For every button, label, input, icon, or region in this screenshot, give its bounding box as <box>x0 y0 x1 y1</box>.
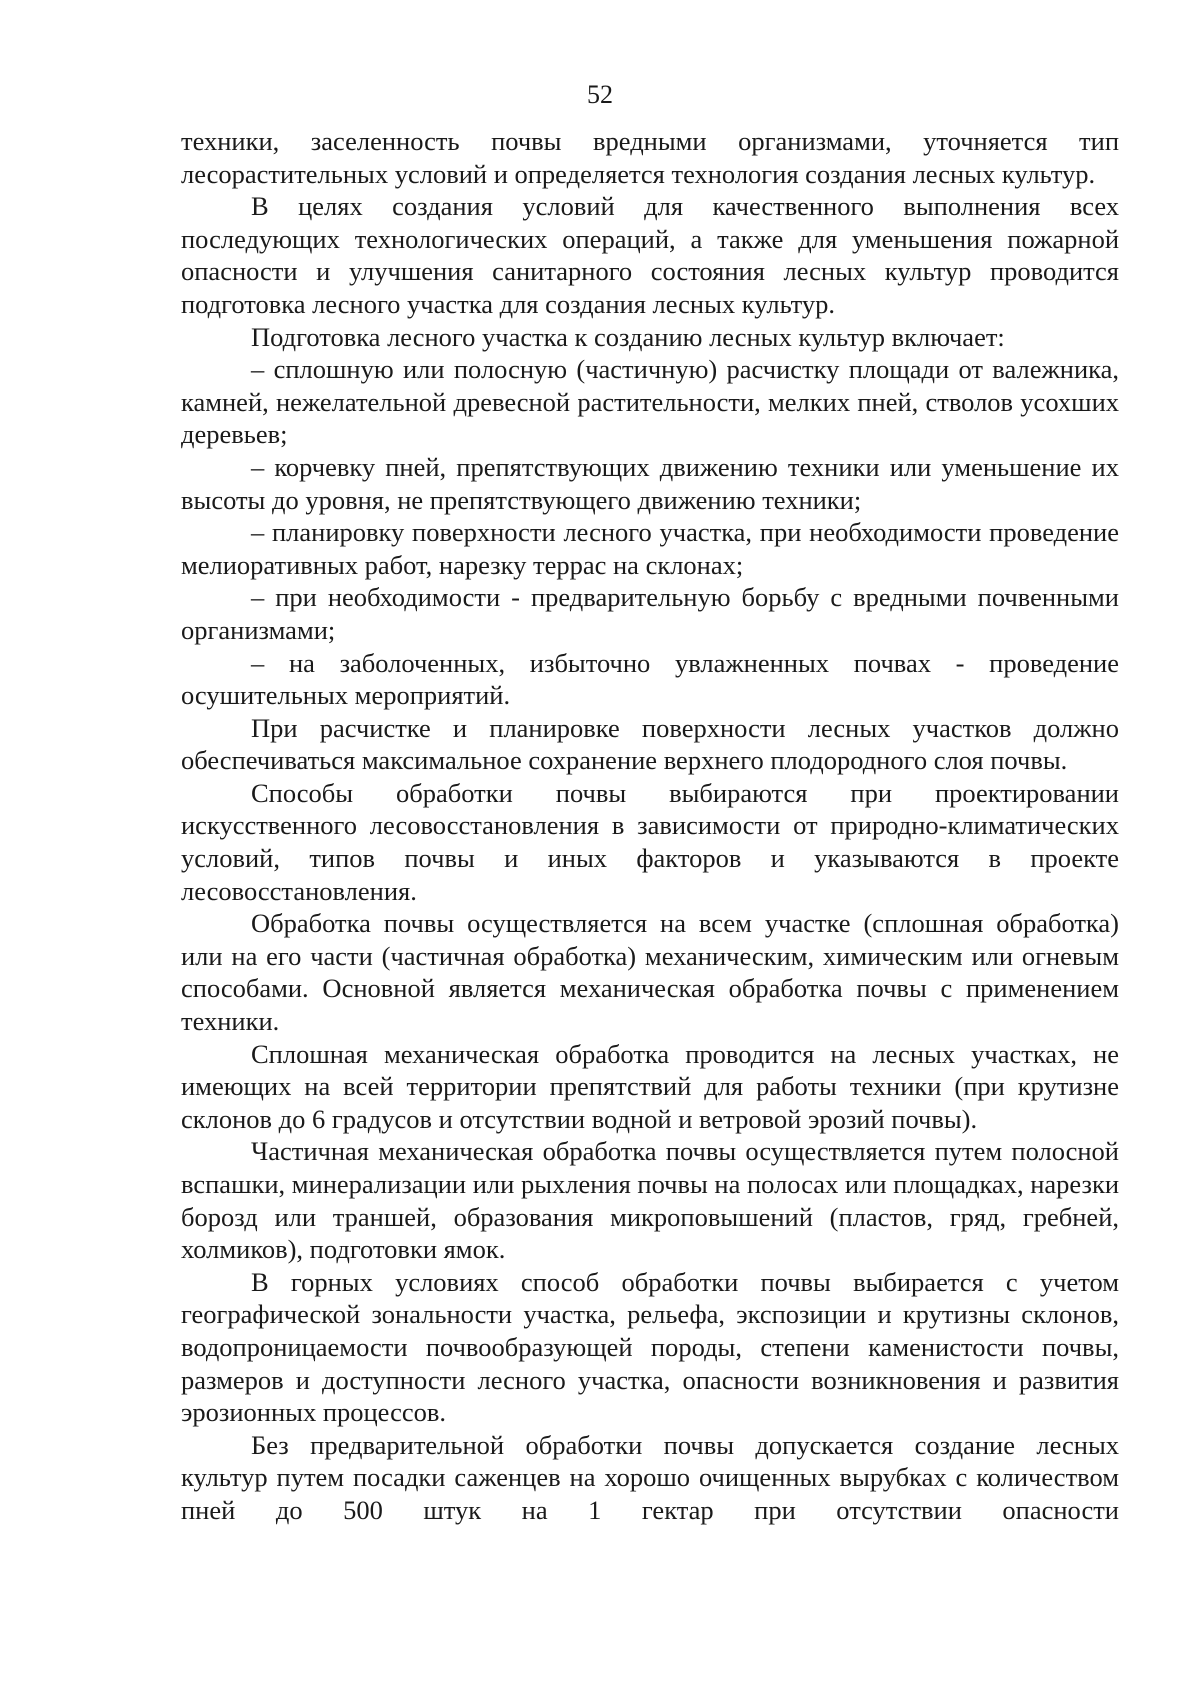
paragraph: Частичная механическая обработка почвы осуществляется путем полосной вспашки, минерализации или рыхления почвы на полосах или площадках, нарезки борозд или траншей, образования микроповышений (пластов, гряд, гребней, холмиков), подготовки ямок. <box>181 1136 1119 1265</box>
list-item: – на заболоченных, избыточно увлажненных почвах - проведение осушительных мероприятий. <box>181 647 1119 711</box>
body-text <box>181 125 1119 1527</box>
paragraph: При расчистке и планировке поверхности лесных участков должно обеспечиваться максимальное сохранение верхнего плодородного слоя почвы. <box>181 712 1119 776</box>
paragraph-continued: Без предварительной обработки почвы допускается создание лесных культур путем посадки саженцев на хорошо очищенных вырубках с количеством пней до 500 штук на 1 гектар при отсутствии опасности <box>181 1429 1119 1525</box>
list-item: – при необходимости - предварительную борьбу с вредными почвенными организмами; <box>181 582 1119 645</box>
paragraph: Обработка почвы осуществляется на всем участке (сплошная обработка) или на его части (частичная обработка) механическим, химическим или огневым способами. Основной является механическая обработка почвы с применением техники. <box>181 908 1119 1037</box>
paragraph: В горных условиях способ обработки почвы выбирается с учетом географической зональности участка, рельефа, экспозиции и крутизны склонов, водопроницаемости почвообразующей породы, степени каменистости почвы, размеров и доступности лесного участка, опасности возникновения и развития эрозионных процессов. <box>181 1266 1119 1428</box>
list-item: – корчевку пней, препятствующих движению техники или уменьшение их высоты до уровня, не препятствующего движению техники; <box>181 451 1119 515</box>
paragraph-continuation: техники, заселенность почвы вредными организмами, уточняется тип лесорастительных условий и определяется технология создания лесных культур. <box>181 126 1119 189</box>
paragraph: Подготовка лесного участка к созданию лесных культур включает: <box>251 321 1005 352</box>
list-item: – сплошную или полосную (частичную) расчистку площади от валежника, камней, нежелательной древесной растительности, мелких пней, стволов усохших деревьев; <box>181 354 1119 450</box>
paragraph: Способы обработки почвы выбираются при проектировании искусственного лесовосстановления в зависимости от природно-климатических условий, типов почвы и иных факторов и указываются в проекте лесовосстановления. <box>181 777 1119 906</box>
page-number: 52 <box>587 80 613 109</box>
paragraph: В целях создания условий для качественного выполнения всех последующих технологических операций, а также для уменьшения пожарной опасности и улучшения санитарного состояния лесных культур проводится подготовка лесного участка для создания лесных культур. <box>181 191 1119 319</box>
paragraph: Сплошная механическая обработка проводится на лесных участках, не имеющих на всей территории препятствий для работы техники (при крутизне склонов до 6 градусов и отсутствии водной и ветровой эрозий почвы). <box>181 1038 1119 1134</box>
list-item: – планировку поверхности лесного участка, при необходимости проведение мелиоративных работ, нарезку террас на склонах; <box>181 517 1119 580</box>
